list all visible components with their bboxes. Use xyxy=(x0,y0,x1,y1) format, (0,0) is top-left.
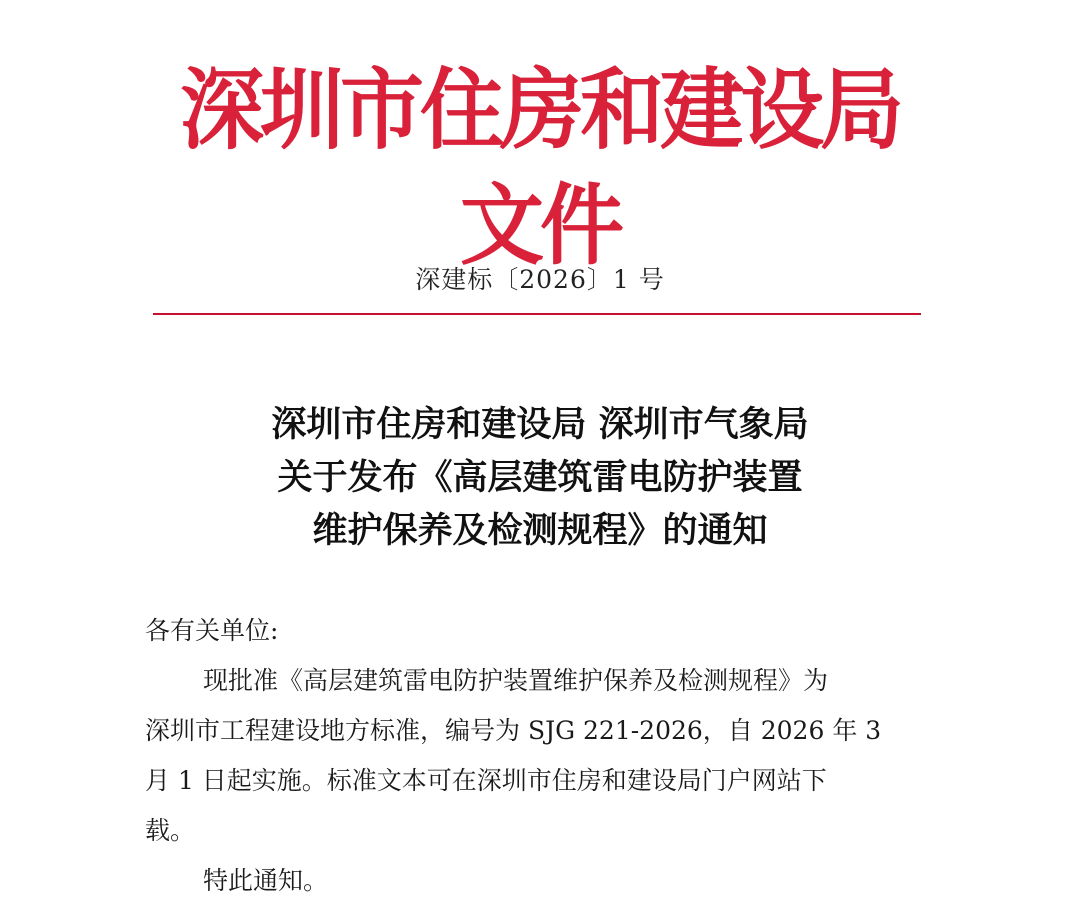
body-paragraph-line-1: 现批准《高层建筑雷电防护装置维护保养及检测规程》为 xyxy=(203,666,829,695)
notice-title-line-3: 维护保养及检测规程》的通知 xyxy=(312,510,768,551)
body-paragraph-line-2: 深圳市工程建设地方标准，编号为 SJG 221-2026，自 2026 年 3 xyxy=(145,716,882,745)
salutation: 各有关单位: xyxy=(145,616,279,645)
body-paragraph-line-3: 月 1 日起实施。标准文本可在深圳市住房和建设局门户网站下 xyxy=(145,766,827,795)
notice-title-line-1: 深圳市住房和建设局 深圳市气象局 xyxy=(271,404,809,445)
notice-title-line-2: 关于发布《高层建筑雷电防护装置 xyxy=(277,457,803,498)
document-number: 深建标〔2026〕1 号 xyxy=(415,265,665,294)
red-divider-line xyxy=(153,313,921,315)
closing-remark: 特此通知。 xyxy=(203,866,329,895)
body-paragraph-line-4: 载。 xyxy=(145,816,196,845)
document-masthead: 深圳市住房和建设局文件 xyxy=(179,58,900,278)
notice-title xyxy=(150,398,930,557)
notice-body xyxy=(145,606,925,906)
